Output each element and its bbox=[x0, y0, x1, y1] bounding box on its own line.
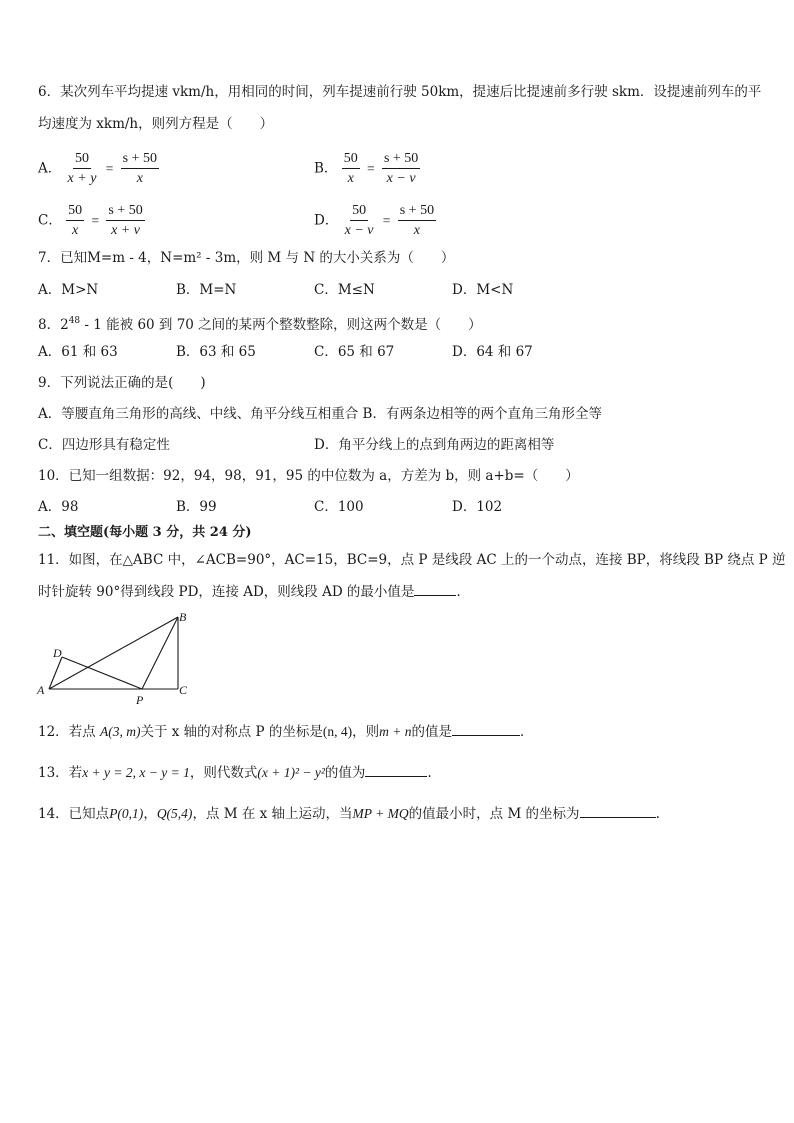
separator: ， bbox=[143, 806, 157, 822]
answer-blank[interactable] bbox=[452, 723, 520, 736]
fraction bbox=[121, 150, 159, 187]
label-p: P bbox=[136, 693, 144, 706]
numerator: s + 50 bbox=[106, 202, 144, 221]
q10-option-b: B．99 bbox=[176, 499, 217, 515]
power-base: 2 bbox=[60, 317, 69, 333]
q7-option-c: C．M≤N bbox=[314, 282, 375, 298]
label-c: C bbox=[179, 683, 188, 697]
period: . bbox=[655, 806, 660, 822]
stem-text: 的值为 bbox=[324, 765, 366, 781]
q6-line2: 均速度为 xkm/h，则列方程是（ ） bbox=[38, 116, 274, 132]
triangle-figure bbox=[32, 608, 202, 706]
point-a: A(3, m) bbox=[99, 724, 141, 739]
option-label: C． bbox=[38, 212, 62, 229]
q8-option-a: A．61 和 63 bbox=[38, 344, 118, 360]
answer-blank[interactable] bbox=[414, 583, 456, 596]
q6-option-c bbox=[38, 202, 145, 239]
equals-sign: = bbox=[367, 160, 375, 176]
stem-text: ，点 M 在 x 轴上运动，当 bbox=[192, 806, 353, 822]
fraction bbox=[342, 150, 360, 187]
stem-text: 关于 x 轴的对称点 P 的坐标是 bbox=[140, 724, 323, 740]
q10-stem: 10．已知一组数据：92，94，98，91，95 的中位数为 a，方差为 b，则 a+b=（ ） bbox=[38, 468, 579, 484]
q6-option-d bbox=[314, 202, 436, 239]
math-expression: (x + 1)² − y² bbox=[257, 765, 325, 780]
point-p-coords: (n, 4) bbox=[322, 724, 353, 739]
segment-pd bbox=[62, 657, 142, 689]
label-d: D bbox=[53, 646, 62, 660]
question-number: 8． bbox=[38, 317, 61, 333]
denominator: x bbox=[413, 223, 420, 238]
q6-option-b bbox=[314, 150, 420, 187]
q10-option-d: D．102 bbox=[452, 499, 503, 515]
q9-stem: 9．下列说法正确的是( ) bbox=[38, 375, 206, 391]
numerator: s + 50 bbox=[382, 150, 420, 169]
q9-options-ab: A．等腰直角三角形的高线、中线、角平分线互相重合 B．有两条边相等的两个直角三角形全等 bbox=[38, 406, 602, 422]
stem-text: 的值最小时，点 M 的坐标为 bbox=[408, 806, 580, 822]
option-label: A． bbox=[38, 160, 62, 177]
denominator: x bbox=[347, 171, 354, 186]
q7-option-d: D．M<N bbox=[452, 282, 514, 298]
q8-option-b: B．63 和 65 bbox=[176, 344, 256, 360]
q8-option-d: D．64 和 67 bbox=[452, 344, 533, 360]
q11-line1: 11．如图，在△ABC 中，∠ACB=90°，AC=15，BC=9，点 P 是线段 AC 上的一个动点，连接 BP，将线段 BP 绕点 P 逆 bbox=[38, 552, 786, 568]
denominator: x bbox=[136, 171, 143, 186]
segment-ab bbox=[49, 617, 178, 689]
label-b: B bbox=[179, 610, 187, 624]
label-a: A bbox=[37, 683, 45, 697]
q8-option-c: C．65 和 67 bbox=[314, 344, 395, 360]
denominator: x + v bbox=[111, 223, 140, 238]
option-label: D． bbox=[314, 212, 339, 229]
section-heading: 二、填空题(每小题 3 分，共 24 分) bbox=[38, 525, 252, 540]
stem-text: ，则代数式 bbox=[189, 765, 258, 781]
math-expression: m + n bbox=[379, 724, 412, 739]
numerator: 50 bbox=[73, 150, 91, 169]
fraction bbox=[106, 202, 144, 239]
stem-text: 12．若点 bbox=[38, 724, 100, 740]
q13 bbox=[38, 764, 432, 782]
numerator: 50 bbox=[342, 150, 360, 169]
answer-blank[interactable] bbox=[580, 805, 656, 818]
q6-line1: 6．某次列车平均提速 vkm/h，用相同的时间，列车提速前行驶 50km，提速后比提速前多行驶 skm．设提速前列车的平 bbox=[38, 84, 762, 100]
numerator: 50 bbox=[66, 202, 84, 221]
q6-option-a bbox=[38, 150, 159, 187]
q7-option-b: B．M=N bbox=[176, 282, 237, 298]
stem-text: 14．已知点 bbox=[38, 806, 110, 822]
q12 bbox=[38, 723, 533, 741]
q10-option-a: A．98 bbox=[38, 499, 79, 515]
period: ． bbox=[456, 584, 470, 600]
q14 bbox=[38, 805, 660, 823]
equals-sign: = bbox=[105, 160, 114, 176]
fraction bbox=[382, 150, 420, 187]
q7-option-a: A．M>N bbox=[38, 282, 99, 298]
fraction bbox=[398, 202, 436, 239]
segment-ad bbox=[49, 657, 62, 689]
point-p: P(0,1) bbox=[109, 806, 144, 821]
denominator: x bbox=[72, 223, 79, 238]
segment-bp bbox=[142, 617, 178, 689]
denominator: x − v bbox=[344, 223, 374, 238]
fraction bbox=[343, 202, 376, 239]
denominator: x + y bbox=[67, 171, 97, 186]
stem-text: 时针旋转 90°得到线段 PD，连接 AD，则线段 AD 的最小值是 bbox=[38, 584, 415, 600]
equals-sign: = bbox=[382, 212, 391, 228]
numerator: s + 50 bbox=[398, 202, 436, 221]
q9-option-c: C．四边形具有稳定性 bbox=[38, 437, 170, 453]
math-condition: x + y = 2, x − y = 1 bbox=[82, 765, 190, 780]
fraction bbox=[66, 150, 99, 187]
power-exponent: 48 bbox=[68, 316, 81, 326]
q8-stem bbox=[38, 312, 482, 334]
equals-sign: = bbox=[91, 212, 100, 228]
q9-option-d: D．角平分线上的点到角两边的距离相等 bbox=[314, 437, 555, 453]
q10-option-c: C．100 bbox=[314, 499, 364, 515]
q7-stem: 7．已知M=m - 4，N=m² - 3m，则 M 与 N 的大小关系为（ ） bbox=[38, 250, 455, 266]
math-expression: MP + MQ bbox=[352, 806, 409, 821]
denominator: x − v bbox=[386, 171, 416, 186]
numerator: s + 50 bbox=[121, 150, 159, 169]
q11-line2 bbox=[38, 583, 470, 601]
stem-text: 13．若 bbox=[38, 765, 83, 781]
fraction bbox=[66, 202, 84, 239]
answer-blank[interactable] bbox=[365, 764, 427, 777]
period: ． bbox=[519, 724, 534, 740]
option-label: B． bbox=[314, 160, 338, 177]
stem-text: ，则 bbox=[352, 724, 380, 740]
numerator: 50 bbox=[350, 202, 368, 221]
point-q: Q(5,4) bbox=[156, 806, 193, 821]
stem-text: - 1 能被 60 到 70 之间的某两个整数整除，则这两个数是（ ） bbox=[80, 317, 482, 333]
stem-text: 的值是 bbox=[411, 724, 452, 740]
period: . bbox=[427, 765, 432, 781]
